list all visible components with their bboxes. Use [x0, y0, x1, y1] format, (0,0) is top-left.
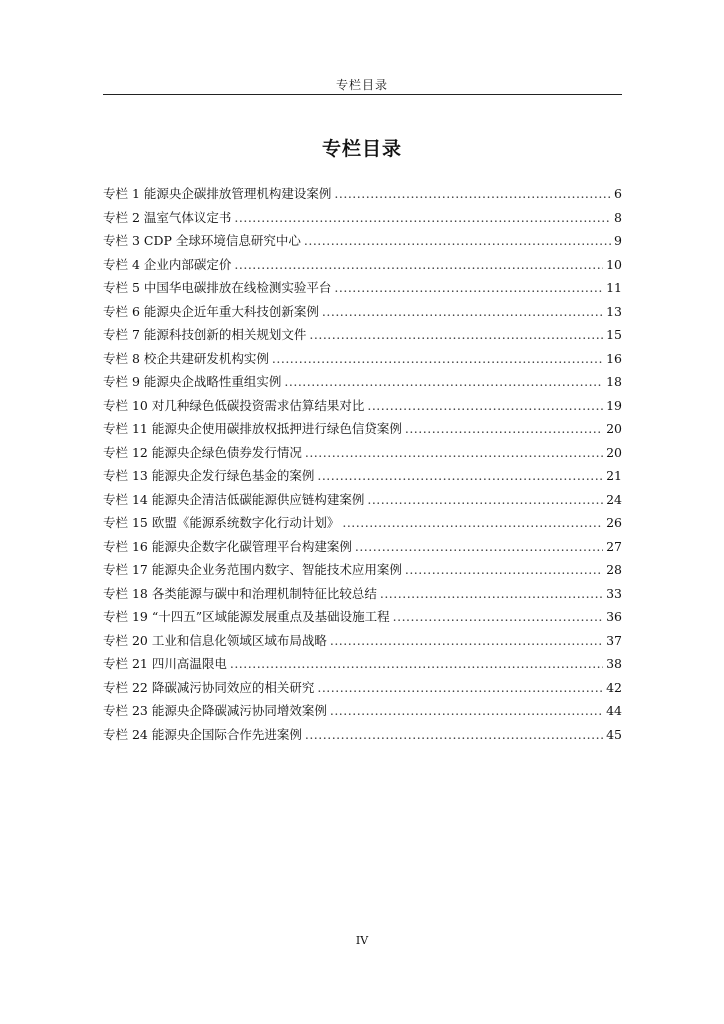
- toc-dot-leader: [334, 280, 603, 295]
- toc-entry-label: 专栏 22 降碳减污协同效应的相关研究: [103, 679, 315, 695]
- toc-entry-label: 专栏 8 校企共建研发机构实例: [103, 350, 269, 366]
- toc-entry-label: 专栏 6 能源央企近年重大科技创新案例: [103, 303, 319, 319]
- toc-dot-leader: [234, 257, 603, 272]
- toc-entry-label: 专栏 11 能源央企使用碳排放权抵押进行绿色信贷案例: [103, 421, 402, 436]
- toc-entry[interactable]: [103, 302, 622, 326]
- toc-entry[interactable]: [103, 419, 622, 443]
- toc-entry-page: 33: [606, 585, 622, 601]
- toc-entry-label: 专栏 5 中国华电碳排放在线检测实验平台: [103, 280, 332, 295]
- toc-entry-page: 42: [606, 679, 622, 695]
- toc-entry[interactable]: [103, 607, 622, 631]
- toc-entry-label: 专栏 3 CDP 全球环境信息研究中心: [103, 233, 301, 248]
- toc-entry-label: 专栏 14 能源央企清洁低碳能源供应链构建案例: [103, 491, 365, 507]
- toc-dot-leader: [305, 445, 603, 460]
- toc-entry-label: 专栏 4 企业内部碳定价: [103, 256, 232, 272]
- toc-entry-label: 专栏 16 能源央企数字化碳管理平台构建案例: [103, 538, 352, 554]
- toc-dot-leader: [355, 539, 603, 554]
- toc-dot-leader: [322, 304, 603, 319]
- toc-entry-label: 专栏 15 欧盟《能源系统数字化行动计划》: [103, 515, 340, 530]
- toc-dot-leader: [284, 374, 603, 389]
- toc-entry[interactable]: [103, 560, 622, 584]
- toc-dot-leader: [330, 633, 603, 648]
- toc-dot-leader: [230, 656, 603, 671]
- toc-dot-leader: [317, 468, 603, 483]
- toc-entry-page: 19: [606, 397, 622, 413]
- toc-entry-page: 11: [606, 280, 622, 295]
- toc-dot-leader: [317, 680, 603, 695]
- toc-entry[interactable]: [103, 396, 622, 420]
- toc-dot-leader: [380, 586, 603, 601]
- toc-entry-label: 专栏 23 能源央企降碳减污协同增效案例: [103, 703, 327, 718]
- toc-entry[interactable]: [103, 325, 622, 349]
- toc-entry-page: 16: [606, 350, 622, 366]
- toc-entry-page: 15: [606, 327, 622, 342]
- toc-dot-leader: [309, 327, 603, 342]
- page-number: IV: [355, 934, 369, 947]
- toc-entry-page: 10: [606, 256, 622, 272]
- toc-entry-label: 专栏 17 能源央企业务范围内数字、智能技术应用案例: [103, 562, 402, 577]
- toc-entry-label: 专栏 12 能源央企绿色债券发行情况: [103, 444, 302, 460]
- toc-dot-leader: [330, 703, 603, 718]
- toc-dot-leader: [334, 186, 611, 201]
- toc-entry[interactable]: [103, 490, 622, 514]
- toc-entry[interactable]: [103, 725, 622, 749]
- toc-entry-label: 专栏 24 能源央企国际合作先进案例: [103, 726, 302, 742]
- toc-entry-page: 21: [606, 468, 622, 483]
- toc-entry-label: 专栏 7 能源科技创新的相关规划文件: [103, 327, 307, 342]
- toc-entry[interactable]: [103, 513, 622, 537]
- toc-dot-leader: [305, 727, 603, 742]
- running-header: 专栏目录: [335, 78, 388, 92]
- toc-entry-label: 专栏 1 能源央企碳排放管理机构建设案例: [103, 186, 332, 201]
- toc-entry[interactable]: [103, 584, 622, 608]
- toc-entry-label: 专栏 2 温室气体议定书: [103, 209, 232, 225]
- toc-list: [103, 184, 622, 748]
- toc-entry-page: 28: [606, 562, 622, 577]
- toc-entry[interactable]: [103, 349, 622, 373]
- toc-entry[interactable]: [103, 466, 622, 490]
- toc-entry-page: 45: [606, 726, 622, 742]
- toc-dot-leader: [272, 351, 603, 366]
- toc-entry[interactable]: [103, 372, 622, 396]
- toc-entry[interactable]: [103, 208, 622, 232]
- toc-dot-leader: [304, 233, 611, 248]
- toc-dot-leader: [367, 398, 603, 413]
- toc-entry-page: 6: [614, 186, 622, 201]
- toc-entry[interactable]: [103, 631, 622, 655]
- header-rule: [103, 94, 622, 95]
- toc-entry-label: 专栏 21 四川高温限电: [103, 656, 227, 671]
- toc-entry-label: 专栏 19 “十四五”区域能源发展重点及基础设施工程: [103, 609, 390, 624]
- toc-entry-label: 专栏 20 工业和信息化领域区域布局战略: [103, 632, 327, 648]
- toc-entry-page: 9: [614, 233, 622, 248]
- toc-entry-page: 18: [606, 374, 622, 389]
- toc-dot-leader: [405, 421, 603, 436]
- toc-entry-page: 13: [606, 303, 622, 319]
- toc-entry[interactable]: [103, 255, 622, 279]
- toc-entry-page: 20: [606, 444, 622, 460]
- toc-entry-label: 专栏 10 对几种绿色低碳投资需求估算结果对比: [103, 397, 365, 413]
- toc-entry[interactable]: [103, 678, 622, 702]
- toc-entry-page: 8: [614, 209, 622, 225]
- toc-entry[interactable]: [103, 231, 622, 255]
- toc-dot-leader: [367, 492, 603, 507]
- toc-entry[interactable]: [103, 701, 622, 725]
- toc-entry-page: 37: [606, 632, 622, 648]
- toc-entry[interactable]: [103, 443, 622, 467]
- toc-entry-label: 专栏 13 能源央企发行绿色基金的案例: [103, 468, 315, 483]
- toc-entry-label: 专栏 18 各类能源与碳中和治理机制特征比较总结: [103, 585, 377, 601]
- toc-entry-page: 20: [606, 421, 622, 436]
- toc-entry-page: 38: [606, 656, 622, 671]
- toc-entry-page: 36: [606, 609, 622, 624]
- toc-entry[interactable]: [103, 654, 622, 678]
- toc-entry[interactable]: [103, 184, 622, 208]
- toc-entry-page: 24: [606, 491, 622, 507]
- toc-entry-page: 44: [606, 703, 622, 718]
- toc-entry[interactable]: [103, 537, 622, 561]
- toc-dot-leader: [234, 210, 611, 225]
- toc-dot-leader: [405, 562, 603, 577]
- toc-entry-page: 26: [606, 515, 622, 530]
- page-title: 专栏目录: [321, 138, 402, 160]
- toc-entry[interactable]: [103, 278, 622, 302]
- toc-entry-page: 27: [606, 538, 622, 554]
- toc-entry-label: 专栏 9 能源央企战略性重组实例: [103, 374, 282, 389]
- toc-dot-leader: [342, 515, 603, 530]
- toc-dot-leader: [393, 609, 603, 624]
